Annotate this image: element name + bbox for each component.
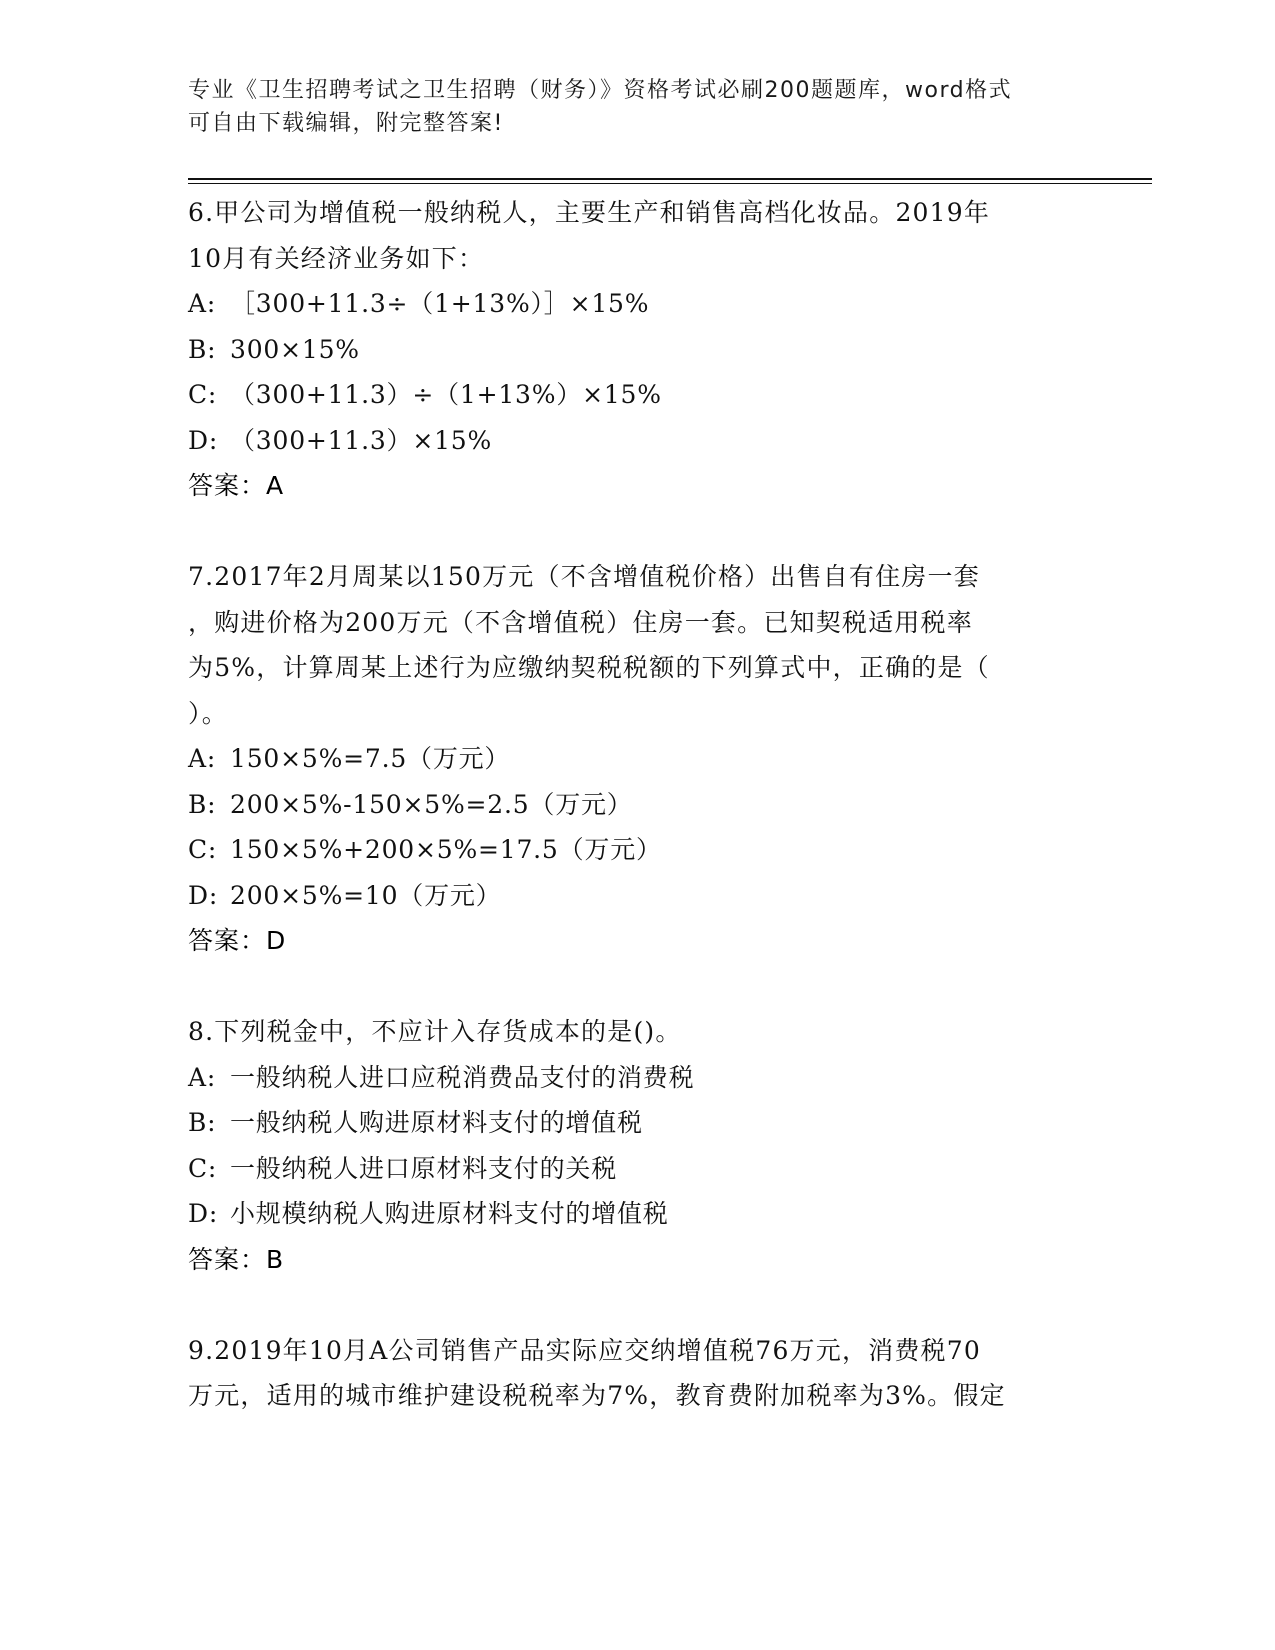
option-text: 200×5%=10（万元） (230, 880, 502, 910)
option-text: ［300+11.3÷（1+13%）］×15% (230, 289, 650, 318)
option-text: 一般纳税人进口原材料支付的关税 (230, 1153, 618, 1183)
option-d (188, 418, 1068, 464)
option-key: D: (188, 880, 219, 910)
answer-line: 答案：D (188, 926, 287, 955)
question-text-line: 8.下列税金中，不应计入存货成本的是()。 (188, 1017, 682, 1046)
header-line-1: 专业《卫生招聘考试之卫生招聘（财务）》资格考试必刷200题题库，word格式 (188, 78, 1013, 103)
option-text: 一般纳税人进口应税消费品支付的消费税 (230, 1062, 695, 1092)
option-text: 150×5%+200×5%=17.5（万元） (230, 835, 662, 864)
question-text-line: 6.甲公司为增值税一般纳税人，主要生产和销售高档化妆品。2019年 (188, 198, 991, 227)
question-text-line: 10月有关经济业务如下： (188, 243, 485, 273)
question-7 (188, 554, 1068, 963)
option-b (188, 327, 1068, 373)
option-text: 一般纳税人购进原材料支付的增值税 (230, 1108, 643, 1137)
option-c (188, 1146, 1068, 1192)
option-key: C: (188, 380, 218, 409)
question-text-line: 9.2019年10月A公司销售产品实际应交纳增值税76万元，消费税70 (188, 1335, 981, 1365)
option-c (188, 372, 1068, 418)
option-key: B: (188, 1108, 217, 1137)
option-key: A: (188, 289, 217, 318)
option-text: 200×5%-150×5%=2.5（万元） (230, 789, 633, 819)
option-key: D: (188, 425, 219, 455)
header-divider-thin (188, 183, 1152, 184)
option-key: A: (188, 744, 217, 773)
answer-line: 答案：B (188, 1244, 285, 1274)
option-d (188, 873, 1068, 919)
option-key: B: (188, 334, 217, 364)
answer-line: 答案：A (188, 471, 285, 500)
question-list (188, 190, 1068, 1465)
question-text-line: 7.2017年2月周某以150万元（不含增值税价格）出售自有住房一套 (188, 562, 980, 591)
question-text-line: 为5%，计算周某上述行为应缴纳契税税额的下列算式中，正确的是（ (188, 653, 990, 682)
option-a (188, 1055, 1068, 1101)
option-a (188, 281, 1068, 327)
option-key: B: (188, 789, 217, 819)
option-text: 300×15% (230, 334, 360, 364)
document-header (188, 74, 1068, 140)
question-text-line: ，购进价格为200万元（不含增值税）住房一套。已知契税适用税率 (188, 607, 973, 637)
question-9 (188, 1328, 1068, 1419)
option-text: （300+11.3）÷（1+13%）×15% (230, 380, 662, 409)
option-key: A: (188, 1062, 217, 1092)
option-text: 150×5%=7.5（万元） (230, 744, 511, 773)
option-key: D: (188, 1199, 219, 1228)
option-key: C: (188, 1153, 218, 1183)
option-text: （300+11.3）×15% (230, 425, 493, 455)
question-text-line: 万元，适用的城市维护建设税税率为7%，教育费附加税率为3%。假定 (188, 1381, 1006, 1410)
option-c (188, 827, 1068, 873)
question-8 (188, 1009, 1068, 1282)
header-line-2: 可自由下载编辑，附完整答案! (188, 111, 504, 136)
option-d (188, 1191, 1068, 1237)
header-divider-thick (188, 178, 1152, 180)
option-b (188, 782, 1068, 828)
option-text: 小规模纳税人购进原材料支付的增值税 (230, 1199, 669, 1228)
option-a (188, 736, 1068, 782)
option-b (188, 1100, 1068, 1146)
question-text-line: ）。 (188, 698, 228, 728)
question-6 (188, 190, 1068, 508)
option-key: C: (188, 835, 218, 864)
